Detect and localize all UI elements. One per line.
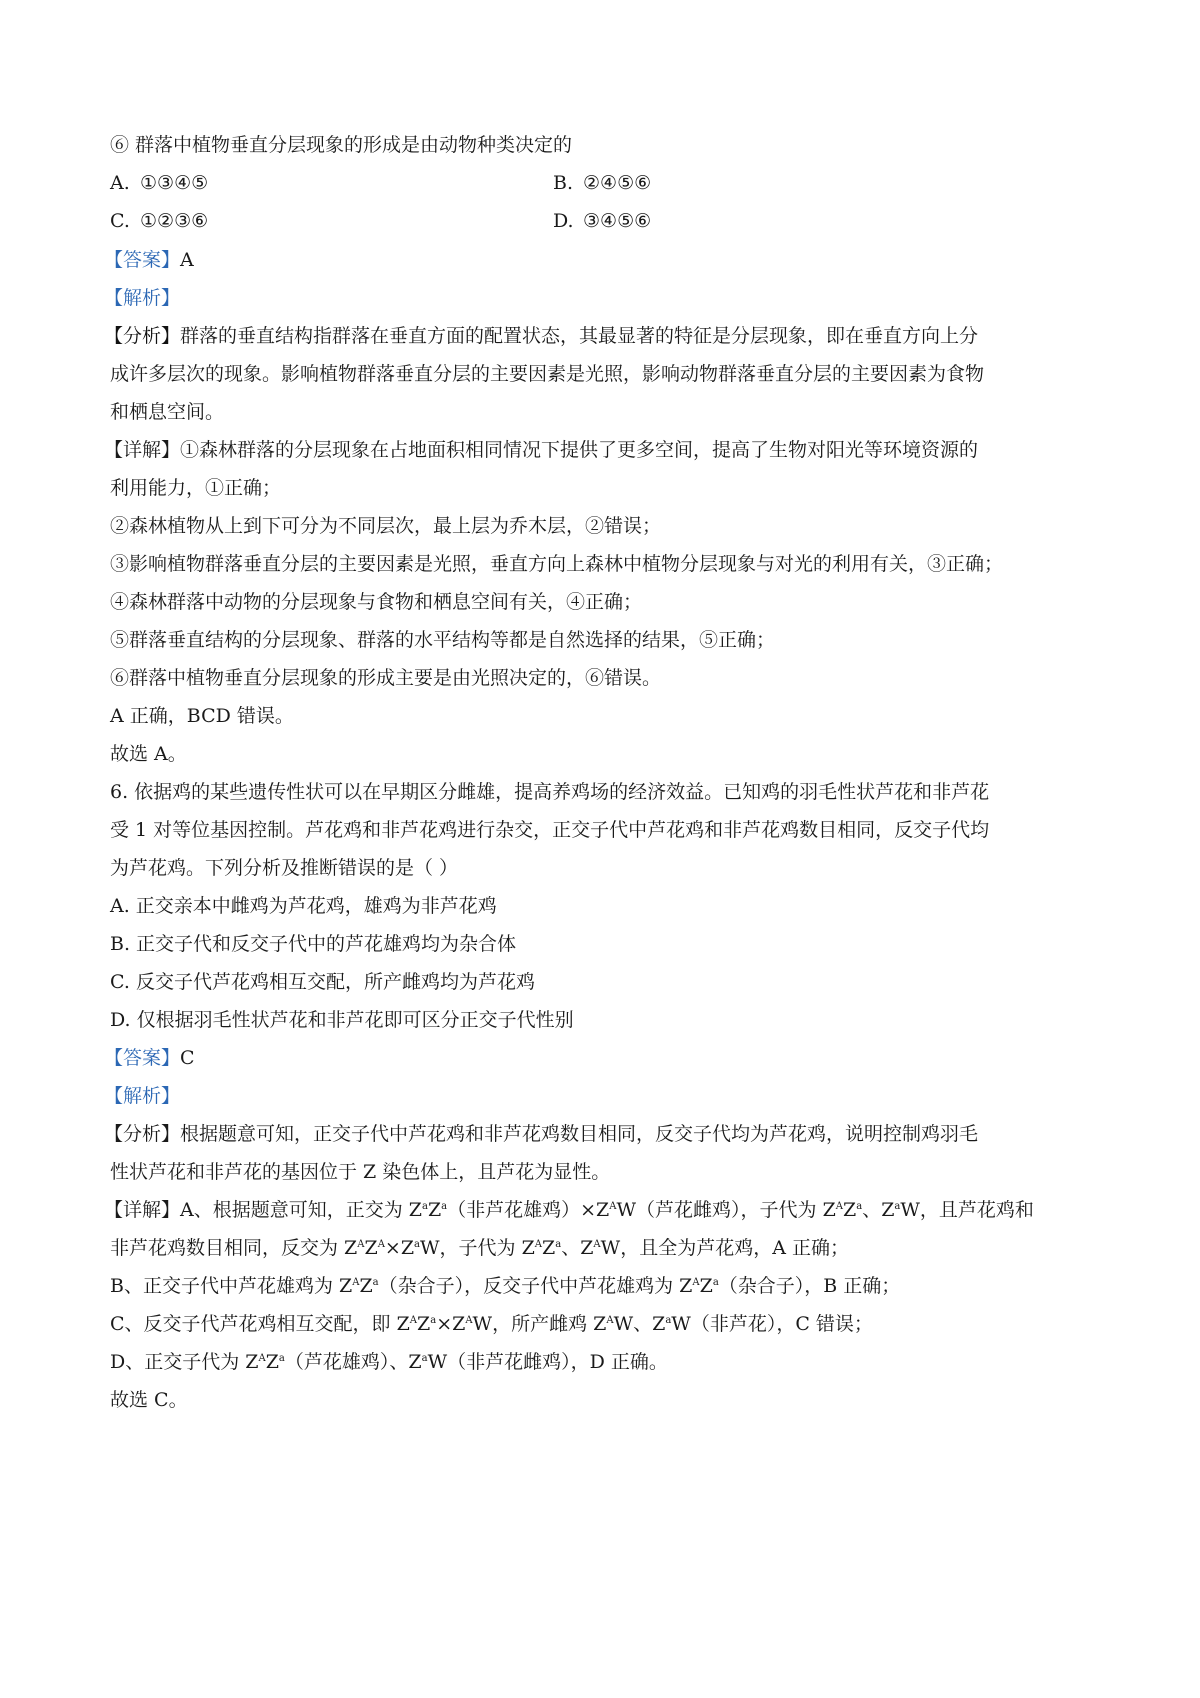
- genotype-zAzA: $Z^AZ^A$: [344, 1237, 385, 1259]
- fenxi-line-1: 【分析】群落的垂直结构指群落在垂直方面的配置状态，其最显著的特征是分层现象，即在垂直方向上分: [104, 325, 979, 347]
- q6-stem-line-2: 受 1 对等位基因控制。芦花鸡和非芦花鸡进行杂交，正交子代中芦花鸡和非芦花鸡数目相同，反交子代均: [110, 819, 990, 841]
- q6-analysis-tag: 【解析】: [104, 1085, 181, 1107]
- genotype-zaw: $Z^aW$: [400, 1237, 440, 1259]
- genotype-zaza: $Z^aZ^a$: [408, 1199, 448, 1221]
- genotype-zAw: $Z^AW$: [580, 1237, 621, 1259]
- xiangjie-tag: 【详解】: [104, 439, 181, 461]
- statement-6: ⑥ 群落中植物垂直分层现象的形成是由动物种类决定的: [110, 134, 573, 156]
- q6-answer-tag: 【答案】: [104, 1047, 181, 1069]
- genotype-zAw: $Z^AW$: [452, 1313, 493, 1335]
- q6-fenxi-line-2: 性状芦花和非芦花的基因位于 Z 染色体上，且芦花为显性。: [110, 1161, 611, 1183]
- q6-fenxi-tag: 【分析】: [104, 1123, 181, 1145]
- xiangjie-line-2: 利用能力，①正确；: [110, 477, 282, 499]
- xiangjie-line-7: ⑥群落中植物垂直分层现象的形成主要是由光照决定的，⑥错误。: [110, 667, 662, 689]
- xiangjie-line-9: 故选 A。: [110, 743, 187, 765]
- q6-xiangjie-line-2: 非芦花鸡数目相同，反交为 $Z^AZ^A\times Z^aW$，子代为 $Z^AZ^a$、$Z^AW$，且全为芦花鸡，A 正确；: [110, 1237, 849, 1259]
- q6-conclusion: 故选 C。: [110, 1389, 188, 1411]
- genotype-zaw: $Z^aW$: [652, 1313, 691, 1335]
- q6-answer-value: C: [180, 1047, 195, 1069]
- xiangjie-line-8: A 正确，BCD 错误。: [110, 705, 294, 727]
- document-page: [104, 0, 1100, 1698]
- q6-option-b[interactable]: B. 正交子代和反交子代中的芦花雄鸡均为杂合体: [110, 933, 517, 955]
- xiangjie-line-6: ⑤群落垂直结构的分层现象、群落的水平结构等都是自然选择的结果，⑤正确；: [110, 629, 776, 651]
- q6-stem-line-3: 为芦花鸡。下列分析及推断错误的是（ ）: [110, 857, 459, 879]
- genotype-zAw: $Z^AW$: [593, 1313, 634, 1335]
- answer-line: [104, 246, 194, 275]
- xiangjie-line-5: ④森林群落中动物的分层现象与食物和栖息空间有关，④正确；: [110, 591, 643, 613]
- choice-a[interactable]: A. ①③④⑤: [110, 172, 209, 194]
- q6-option-a[interactable]: A. 正交亲本中雌鸡为芦花鸡，雄鸡为非芦花鸡: [110, 895, 497, 917]
- genotype-zaza-het: $Z^AZ^a$: [822, 1199, 863, 1221]
- choice-d[interactable]: D. ③④⑤⑥: [553, 210, 652, 232]
- xiangjie-line-1: 【详解】①森林群落的分层现象在占地面积相同情况下提供了更多空间，提高了生物对阳光等环境资源的: [104, 439, 979, 461]
- answer-tag: 【答案】: [104, 249, 181, 271]
- q6-xiangjie-tag: 【详解】: [104, 1199, 181, 1221]
- analysis-tag: 【解析】: [104, 287, 181, 309]
- fenxi-line-3: 和栖息空间。: [110, 401, 225, 423]
- genotype-zAza: $Z^AZ^a$: [521, 1237, 562, 1259]
- fenxi-tag: 【分析】: [104, 325, 181, 347]
- xiangjie-line-4: ③影响植物群落垂直分层的主要因素是光照，垂直方向上森林中植物分层现象与对光的利用有关，③正确；: [110, 553, 1004, 575]
- genotype-zaw: $Z^AW$: [596, 1199, 637, 1221]
- q6-xiangjie-line-4: C、反交子代芦花鸡相互交配，即 $Z^AZ^a\times Z^AW$，所产雌鸡 $Z^AW$、$Z^aW$（非芦花），C 错误；: [110, 1313, 873, 1335]
- genotype-zaw: $Z^aW$: [408, 1351, 448, 1373]
- q6-option-c[interactable]: C. 反交子代芦花鸡相互交配，所产雌鸡均为芦花鸡: [110, 971, 535, 993]
- choice-b[interactable]: B. ②④⑤⑥: [553, 172, 652, 194]
- q6-stem-line-1: 6. 依据鸡的某些遗传性状可以在早期区分雌雄，提高养鸡场的经济效益。已知鸡的羽毛性状芦花和非芦花: [110, 781, 990, 803]
- answer-value: A: [180, 249, 194, 271]
- genotype-zAza: $Z^AZ^a$: [679, 1275, 719, 1297]
- q6-answer-line: [104, 1044, 195, 1073]
- xiangjie-line-3: ②森林植物从上到下可分为不同层次，最上层为乔木层，②错误；: [110, 515, 662, 537]
- choice-c[interactable]: C. ①②③⑥: [110, 210, 209, 232]
- fenxi-line-2: 成许多层次的现象。影响植物群落垂直分层的主要因素是光照，影响动物群落垂直分层的主要因素为食物: [110, 363, 985, 385]
- genotype-zAza: $Z^AZ^a$: [339, 1275, 379, 1297]
- q6-xiangjie-line-5: D、正交子代为 $Z^AZ^a$（芦花雄鸡）、$Z^aW$（非芦花雌鸡），D 正确。: [110, 1351, 668, 1373]
- q6-xiangjie-line-1: 【详解】A、根据题意可知，正交为 $Z^aZ^a$（非芦花雄鸡）$\times Z^AW$（芦花雌鸡），子代为 $Z^AZ^a$、$Z^aW$，且芦花鸡和: [104, 1199, 1034, 1221]
- genotype-zaw-rec: $Z^aW$: [881, 1199, 920, 1221]
- q6-xiangjie-line-3: B、正交子代中芦花雄鸡为 $Z^AZ^a$（杂合子），反交子代中芦花雄鸡为 $Z^AZ^a$（杂合子），B 正确；: [110, 1275, 901, 1297]
- q6-fenxi-line-1: 【分析】根据题意可知，正交子代中芦花鸡和非芦花鸡数目相同，反交子代均为芦花鸡，说明控制鸡羽毛: [104, 1123, 979, 1145]
- q6-option-d[interactable]: D. 仅根据羽毛性状芦花和非芦花即可区分正交子代性别: [110, 1009, 574, 1031]
- genotype-zAza: $Z^AZ^a$: [245, 1351, 285, 1373]
- genotype-zAza: $Z^AZ^a$: [396, 1313, 437, 1335]
